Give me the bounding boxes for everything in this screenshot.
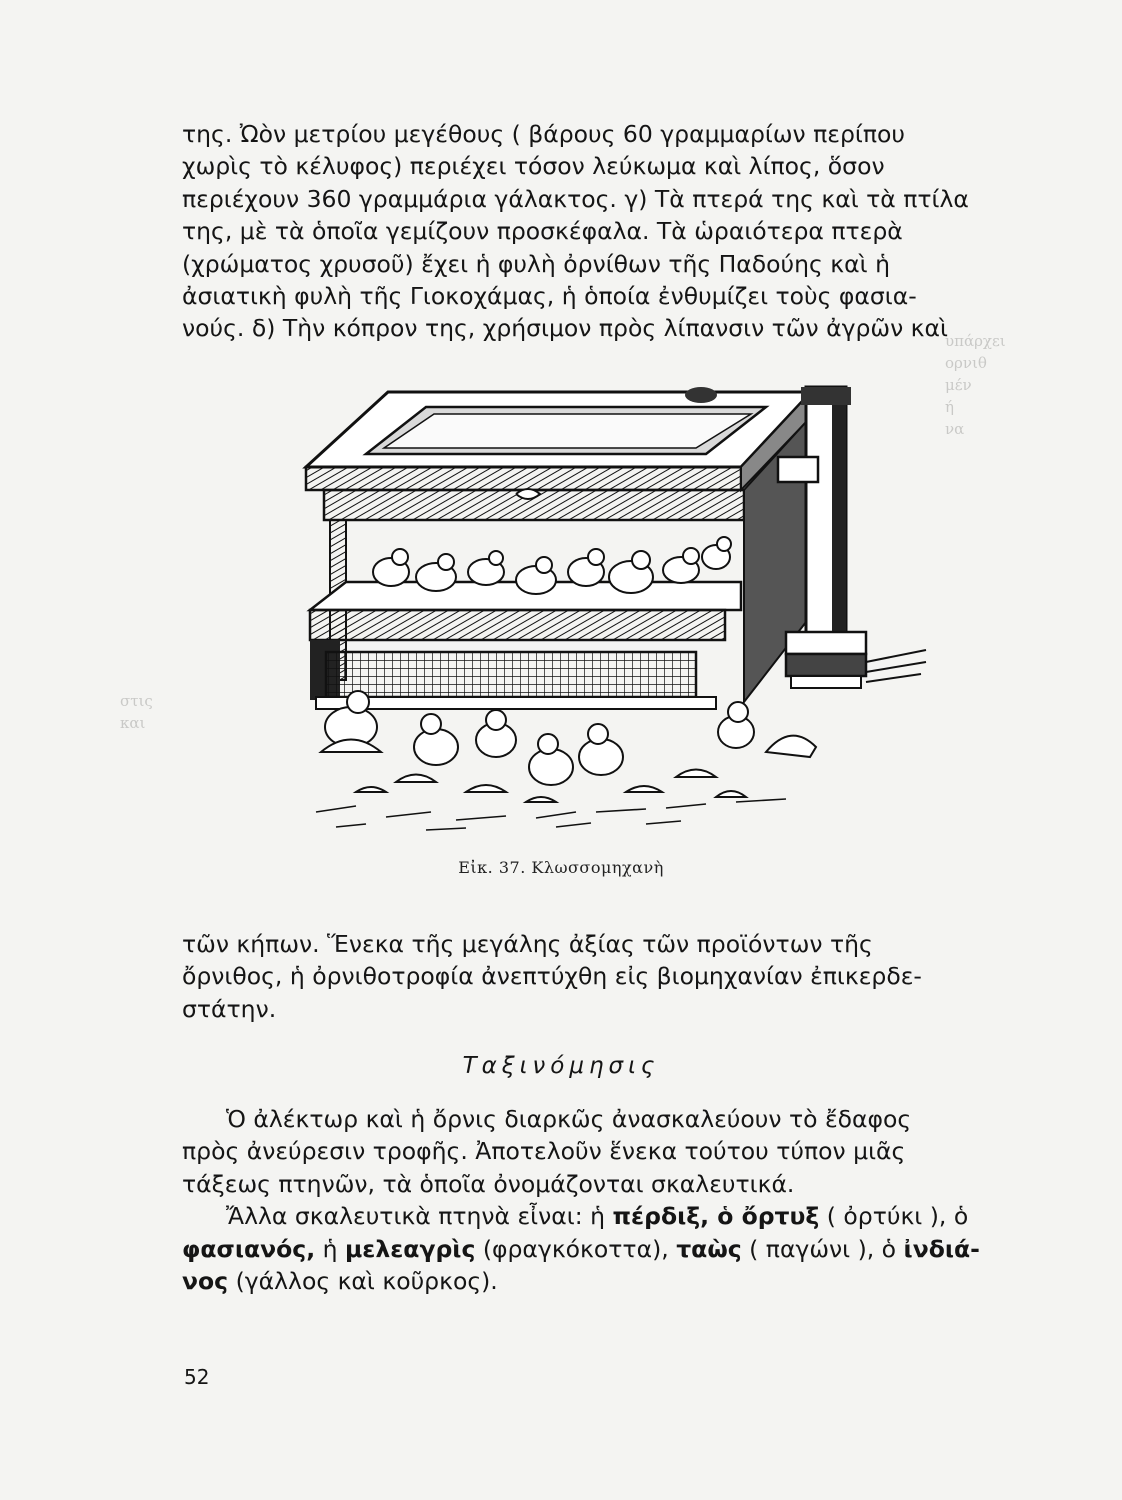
- page-number: 52: [184, 1365, 210, 1389]
- text-line: [182, 1233, 1070, 1265]
- text-line: (χρώματος χρυσοῦ) ἔχει ἡ φυλὴ ὀρνίθων τῆς Παδούης καὶ ἡ: [182, 249, 890, 278]
- text-line: χωρὶς τὸ κέλυφος) περιέχει τόσον λεύκωμα καὶ λίπος, ὅσον: [182, 152, 885, 181]
- incubator-illustration: [296, 372, 968, 842]
- text-line: της, μὲ τὰ ὁποῖα γεμίζουν προσκέφαλα. Τὰ ὡραιότερα πτερὰ: [182, 217, 903, 246]
- paragraph-top: [182, 118, 1070, 345]
- incubator-lid: [306, 387, 811, 490]
- text-line: πρὸς ἀνεύρεσιν τροφῆς. Ἀποτελοῦν ἕνεκα τούτου τύπον μιᾶς: [182, 1137, 906, 1166]
- ground-scratches: [316, 799, 786, 830]
- text-line: περιέχουν 360 γραμμάρια γάλακτος. γ) Τὰ πτερά της καὶ τὰ πτίλα: [182, 184, 969, 213]
- text-line: Ὁ ἀλέκτωρ καὶ ἡ ὄρνις διαρκῶς ἀνασκαλεύουν τὸ ἔδαφος: [226, 1105, 912, 1133]
- paragraph-middle: [182, 928, 1070, 1025]
- figure-caption: Εἰκ. 37. Κλωσσομηχανὴ: [458, 858, 664, 877]
- bird-name: μελεαγρὶς: [344, 1234, 476, 1263]
- egg-tray: [310, 640, 716, 709]
- bird-name: ταὼς: [676, 1234, 742, 1263]
- text-line: νούς. δ) Τὴν κόπρον της, χρήσιμον πρὸς λίπανσιν τῶν ἀγρῶν καὶ: [182, 314, 948, 343]
- chick-tray: [310, 537, 741, 640]
- show-through-text-2: στις και: [120, 692, 153, 732]
- bird-name: νος: [182, 1267, 229, 1296]
- text-run: ἡ: [315, 1234, 345, 1263]
- bird-name: πέρδιξ, ὁ ὄρτυξ: [612, 1202, 820, 1231]
- text-line: τῶν κήπων. Ἕνεκα τῆς μεγάλης ἀξίας τῶν προϊόντων τῆς: [182, 930, 873, 958]
- text-line: τάξεως πτηνῶν, τὰ ὁποῖα ὀνομάζονται σκαλευτικά.: [182, 1169, 795, 1198]
- show-through-text-1: υπάρχει ορνιθ μέν ή να: [945, 332, 1006, 438]
- text-line: στάτην.: [182, 994, 277, 1023]
- section-heading: Ταξινόμησις: [462, 1053, 660, 1079]
- text-line: [182, 1200, 1070, 1232]
- text-run: ( παγώνι ), ὁ: [741, 1234, 904, 1263]
- text-line: [182, 1265, 1070, 1297]
- text-run: (γάλλος καὶ κοῦρκος).: [228, 1267, 498, 1296]
- text-run: (φραγκόκοττα),: [475, 1234, 677, 1263]
- text-line: ἀσιατικὴ φυλὴ τῆς Γιοκοχάμας, ἡ ὁποία ἐνθυμίζει τοὺς φασια-: [182, 282, 917, 311]
- bird-name: ἰνδιά-: [903, 1234, 980, 1263]
- paragraph-bottom: [182, 1103, 1070, 1297]
- text-run: ( ὀρτύκι ), ὁ: [819, 1202, 969, 1231]
- bird-name: φασιανός,: [182, 1234, 316, 1263]
- text-run: Ἄλλα σκαλευτικὰ πτηνὰ εἶναι: ἡ: [226, 1202, 613, 1231]
- text-line: ὄρνιθος, ἡ ὀρνιθοτροφία ἀνεπτύχθη εἰς βιομηχανίαν ἐπικερδε-: [182, 962, 922, 991]
- text-line: της. Ὠὸν μετρίου μεγέθους ( βάρους 60 γραμμαρίων περίπου: [182, 120, 905, 148]
